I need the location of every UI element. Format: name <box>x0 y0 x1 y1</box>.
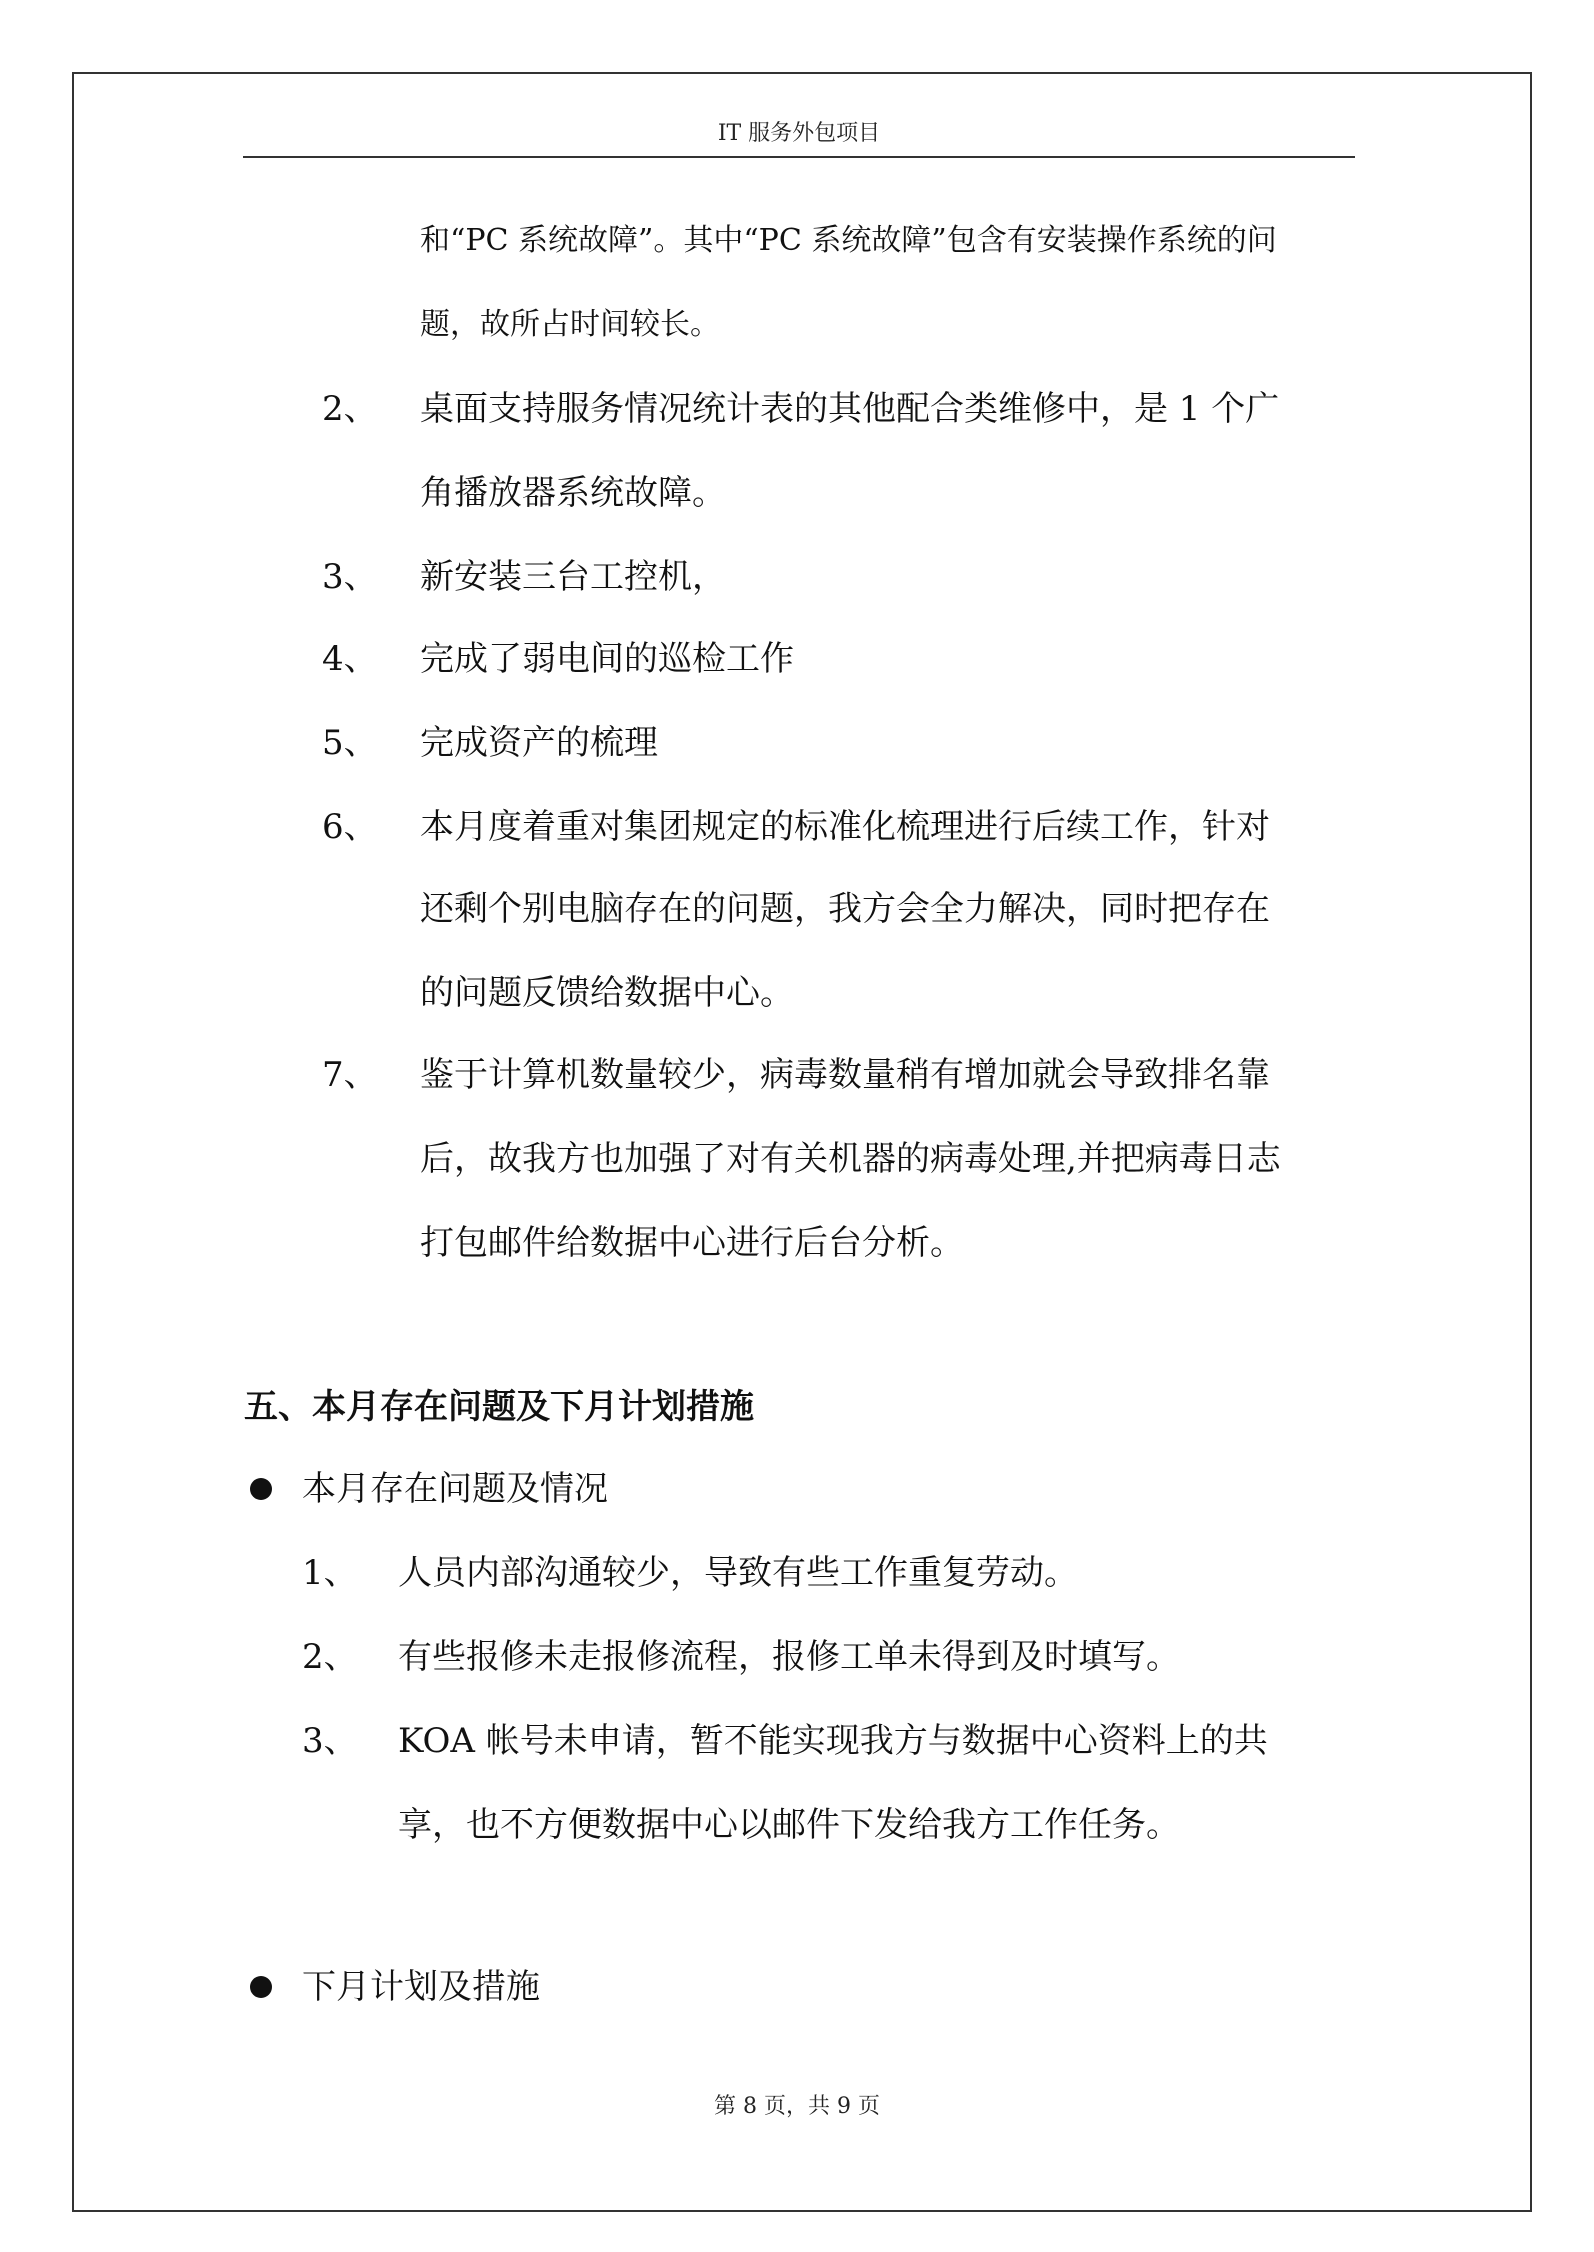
item-line: 的问题反馈给数据中心。 <box>420 973 794 1013</box>
item-line: 还剩个别电脑存在的问题，我方会全力解决，同时把存在 <box>420 889 1270 929</box>
item-line: 享，也不方便数据中心以邮件下发给我方工作任务。 <box>398 1805 1180 1845</box>
item-line: 鉴于计算机数量较少，病毒数量稍有增加就会导致排名靠 <box>420 1055 1270 1095</box>
item-number: 2、 <box>322 389 378 429</box>
bullet-label: 下月计划及措施 <box>302 1967 540 2007</box>
item-line: 完成资产的梳理 <box>420 723 658 763</box>
item-line: 人员内部沟通较少，导致有些工作重复劳动。 <box>398 1553 1078 1593</box>
item-number: 7、 <box>322 1055 378 1095</box>
item-number: 4、 <box>322 639 378 679</box>
item-number: 5、 <box>322 723 378 763</box>
item-line: 角播放器系统故障。 <box>420 473 726 513</box>
continuation-line-2: 题，故所占时间较长。 <box>420 307 720 342</box>
item-line: 桌面支持服务情况统计表的其他配合类维修中，是 1 个广 <box>420 389 1280 429</box>
section-heading: 五、本月存在问题及下月计划措施 <box>244 1387 754 1427</box>
item-line: 后，故我方也加强了对有关机器的病毒处理,并把病毒日志 <box>420 1139 1281 1179</box>
item-number: 3、 <box>322 557 378 597</box>
page-header: IT 服务外包项目 <box>243 116 1355 158</box>
bullet-label: 本月存在问题及情况 <box>302 1469 608 1509</box>
item-number: 3、 <box>302 1721 358 1761</box>
bullet-icon <box>250 1976 272 1998</box>
item-line: 有些报修未走报修流程，报修工单未得到及时填写。 <box>398 1637 1180 1677</box>
item-line: 新安装三台工控机， <box>420 557 726 597</box>
item-number: 6、 <box>322 807 378 847</box>
page-footer: 第 8 页，共 9 页 <box>714 2094 880 2119</box>
item-line: 完成了弱电间的巡检工作 <box>420 639 794 679</box>
item-number: 2、 <box>302 1637 358 1677</box>
item-line: 打包邮件给数据中心进行后台分析。 <box>420 1223 964 1263</box>
item-line: 本月度着重对集团规定的标准化梳理进行后续工作，针对 <box>420 807 1270 847</box>
bullet-icon <box>250 1478 272 1500</box>
item-number: 1、 <box>302 1553 358 1593</box>
item-line: KOA 帐号未申请，暂不能实现我方与数据中心资料上的共 <box>398 1721 1268 1761</box>
continuation-line-1: 和“PC 系统故障”。其中“PC 系统故障”包含有安装操作系统的问 <box>420 223 1277 258</box>
